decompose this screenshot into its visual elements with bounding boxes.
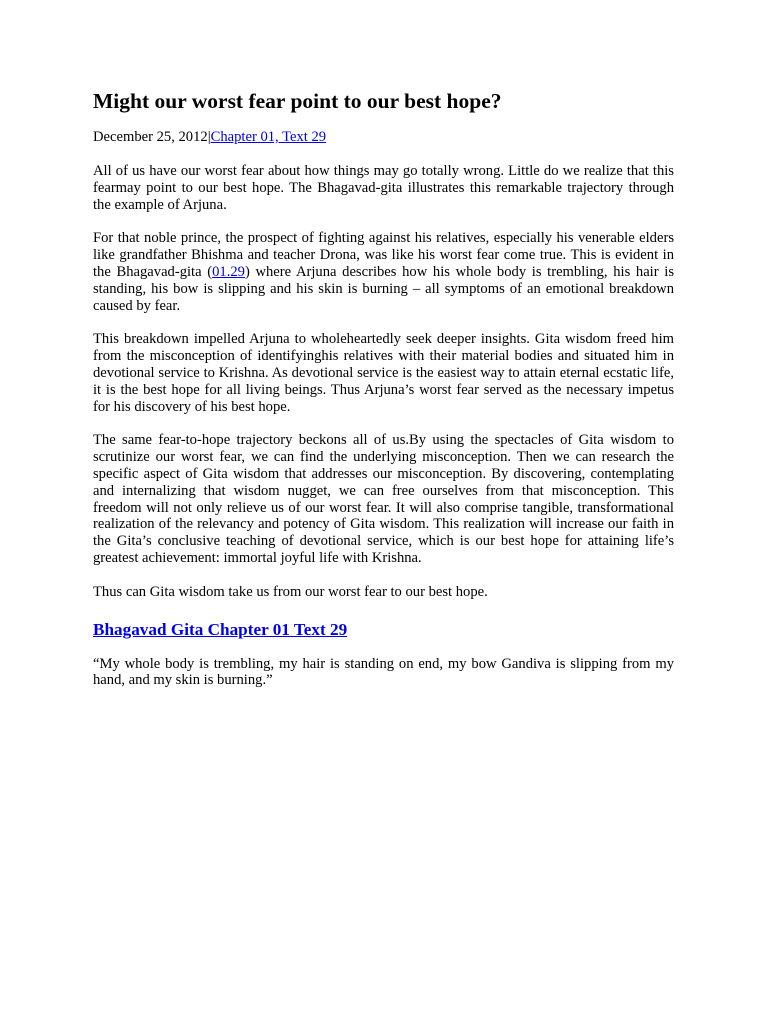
verse-reference-link[interactable]: 01.29 bbox=[212, 263, 245, 280]
paragraph-3: This breakdown impelled Arjuna to wholeheartedly seek deeper insights. Gita wisdom freed him from the misconception of identifyinghis relatives with their material bodies and situated him in devotional service to Krishna. As devotional service is the easiest way to attain eternal ecstatic life, it is the best hope for all living beings. Thus Arjuna’s worst fear served as the necessary impetus for his discovery of his best hope. bbox=[93, 331, 674, 415]
paragraph-2 bbox=[93, 230, 674, 314]
article-meta bbox=[93, 129, 674, 146]
paragraph-2-text-before: For that noble prince, the prospect of fighting against his relatives, especially his venerable elders like grandfather Bhishma and teacher Drona, was like his worst fear come true. This is evident in the Bhagavad-gita ( bbox=[93, 230, 674, 280]
paragraph-5: Thus can Gita wisdom take us from our worst fear to our best hope. bbox=[93, 583, 488, 600]
verse-heading-link[interactable]: Bhagavad Gita Chapter 01 Text 29 bbox=[93, 619, 348, 639]
verse-quote: “My whole body is trembling, my hair is standing on end, my bow Gandiva is slipping from my hand, and my skin is burning.” bbox=[93, 655, 674, 689]
post-date: December 25, 2012 bbox=[93, 129, 208, 145]
article bbox=[93, 88, 674, 689]
category-link[interactable]: Chapter 01, Text 29 bbox=[210, 129, 327, 145]
verse-heading bbox=[93, 619, 674, 641]
meta-separator: | bbox=[207, 129, 211, 145]
paragraph-2-text-after: ) where Arjuna describes how his whole body is trembling, his hair is standing, his bow is slipping and his skin is burning – all symptoms of an emotional breakdown caused by fear. bbox=[93, 263, 674, 314]
article-title: Might our worst fear point to our best hope? bbox=[93, 89, 502, 113]
paragraph-4: The same fear-to-hope trajectory beckons all of us.By using the spectacles of Gita wisdom to scrutinize our worst fear, we can find the underlying misconception. Then we can research the specific aspect of Gita wisdom that addresses our misconception. By discovering, contemplating and internalizing that wisdom nugget, we can free ourselves from that misconception. This freedom will not only relieve us of our worst fear. It will also comprise tangible, transformational realization of the relevancy and potency of Gita wisdom. This realization will increase our faith in the Gita’s conclusive teaching of devotional service, which is our best hope for attaining life’s greatest achievement: immortal joyful life with Krishna. bbox=[93, 432, 674, 566]
paragraph-1: All of us have our worst fear about how things may go totally wrong. Little do we realize that this fearmay point to our best hope. The Bhagavad-gita illustrates this remarkable trajectory through the example of Arjuna. bbox=[93, 163, 674, 213]
